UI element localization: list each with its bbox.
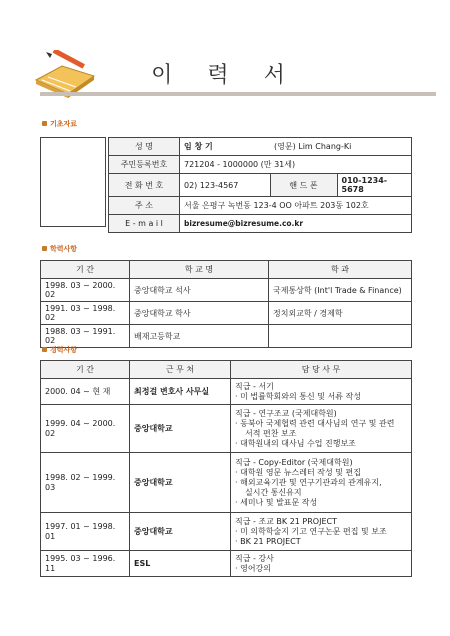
duty-line: 실시간 통신유지 bbox=[245, 487, 302, 497]
table-row bbox=[41, 325, 412, 348]
english-name: (영문) Lim Chang-Ki bbox=[270, 138, 412, 156]
duty-line: 직급 - 조교 BK 21 PROJECT bbox=[235, 516, 337, 526]
id-label: 주민등록번호 bbox=[109, 156, 180, 174]
career-duties bbox=[231, 379, 412, 405]
section-marker-icon bbox=[42, 347, 47, 352]
education-table bbox=[40, 260, 412, 348]
career-place: 최정걸 변호사 사무실 bbox=[130, 379, 231, 405]
edu-major: 정치외교학 / 경제학 bbox=[269, 302, 412, 325]
table-row bbox=[41, 279, 412, 302]
career-duties bbox=[231, 513, 412, 551]
career-period: 2000. 04 ~ 현 재 bbox=[41, 379, 130, 405]
page-title: 이 력 서 bbox=[151, 63, 299, 88]
title-underline bbox=[40, 92, 436, 96]
edu-header-school: 학 교 명 bbox=[130, 261, 269, 279]
name-label: 성 명 bbox=[109, 138, 180, 156]
duty-line: 직급 - 강사 bbox=[235, 553, 274, 563]
edu-school: 배재고등학교 bbox=[130, 325, 269, 348]
mobile-value: 010-1234-5678 bbox=[337, 174, 412, 197]
duty-line: 직급 - 서기 bbox=[235, 381, 274, 391]
career-header-period: 기 간 bbox=[41, 361, 130, 379]
edu-header-period: 기 간 bbox=[41, 261, 130, 279]
career-header-place: 근 무 처 bbox=[130, 361, 231, 379]
phone-value: 02) 123-4567 bbox=[180, 174, 271, 197]
duty-line: 직급 - 연구조교 (국제대학원) bbox=[235, 408, 337, 418]
email-label: E - m a i l bbox=[109, 215, 180, 233]
table-row bbox=[41, 379, 412, 405]
career-period: 1997. 01 ~ 1998. 01 bbox=[41, 513, 130, 551]
career-place: 중앙대학교 bbox=[130, 405, 231, 453]
edu-school: 중앙대학교 학사 bbox=[130, 302, 269, 325]
career-duties bbox=[231, 551, 412, 577]
table-row bbox=[41, 453, 412, 513]
career-period: 1995. 03 ~ 1996. 11 bbox=[41, 551, 130, 577]
duty-line: · BK 21 PROJECT bbox=[235, 536, 301, 546]
email-value: bizresume@bizresume.co.kr bbox=[180, 215, 412, 233]
career-place: 중앙대학교 bbox=[130, 513, 231, 551]
section-basic-label: 기초자료 bbox=[50, 120, 78, 128]
table-row bbox=[41, 551, 412, 577]
address-label: 주 소 bbox=[109, 197, 180, 215]
duty-line: · 해외교육기관 및 연구기관과의 관계유지, bbox=[235, 477, 382, 487]
section-career-label: 경력사항 bbox=[50, 346, 78, 354]
address-value: 서울 은평구 녹번동 123-4 OO 아파트 203동 102호 bbox=[180, 197, 412, 215]
table-row bbox=[41, 302, 412, 325]
section-education-label: 학력사항 bbox=[50, 245, 78, 253]
duty-line: · 영어강의 bbox=[235, 563, 271, 573]
duty-line: · 대학원내의 대사님 수업 진행보조 bbox=[235, 438, 356, 448]
section-marker-icon bbox=[42, 121, 47, 126]
edu-school: 중앙대학교 석사 bbox=[130, 279, 269, 302]
edu-period: 1988. 03 ~ 1991. 02 bbox=[41, 325, 130, 348]
duty-line: · 대학원 영문 뉴스레터 작성 및 편집 bbox=[235, 467, 361, 477]
duty-line: · 미 의학학술지 기고 연구논문 편집 및 보조 bbox=[235, 526, 387, 536]
table-row bbox=[41, 513, 412, 551]
table-row bbox=[41, 405, 412, 453]
duty-line: · 동북아 국제협력 관련 대사님의 연구 및 관련 bbox=[235, 418, 395, 428]
career-place: 중앙대학교 bbox=[130, 453, 231, 513]
career-table bbox=[40, 360, 412, 577]
duty-line: 직급 - Copy-Editor (국제대학원) bbox=[235, 457, 353, 467]
edu-major: 국제통상학 (Int'l Trade & Finance) bbox=[269, 279, 412, 302]
career-header-duties: 담 당 사 무 bbox=[231, 361, 412, 379]
edu-major bbox=[269, 325, 412, 348]
duty-line: · 세미나 및 발표문 작성 bbox=[235, 497, 318, 507]
section-marker-icon bbox=[42, 246, 47, 251]
basic-info-table bbox=[108, 137, 412, 233]
photo-box bbox=[40, 137, 106, 227]
career-duties bbox=[231, 453, 412, 513]
edu-header-major: 학 과 bbox=[269, 261, 412, 279]
career-period: 1999. 04 ~ 2000. 02 bbox=[41, 405, 130, 453]
duty-line: · 미 법률학회와의 통신 및 서류 작성 bbox=[235, 391, 361, 401]
career-place: ESL bbox=[130, 551, 231, 577]
edu-period: 1998. 03 ~ 2000. 02 bbox=[41, 279, 130, 302]
name-value: 임 창 기 bbox=[180, 138, 271, 156]
edu-period: 1991. 03 ~ 1998. 02 bbox=[41, 302, 130, 325]
phone-label: 전 화 번 호 bbox=[109, 174, 180, 197]
career-period: 1998. 02 ~ 1999. 03 bbox=[41, 453, 130, 513]
career-duties bbox=[231, 405, 412, 453]
duty-line: 서적 편찬 보조 bbox=[245, 428, 297, 438]
mobile-label: 핸 드 폰 bbox=[270, 174, 337, 197]
id-value: 721204 - 1000000 (만 31세) bbox=[180, 156, 412, 174]
